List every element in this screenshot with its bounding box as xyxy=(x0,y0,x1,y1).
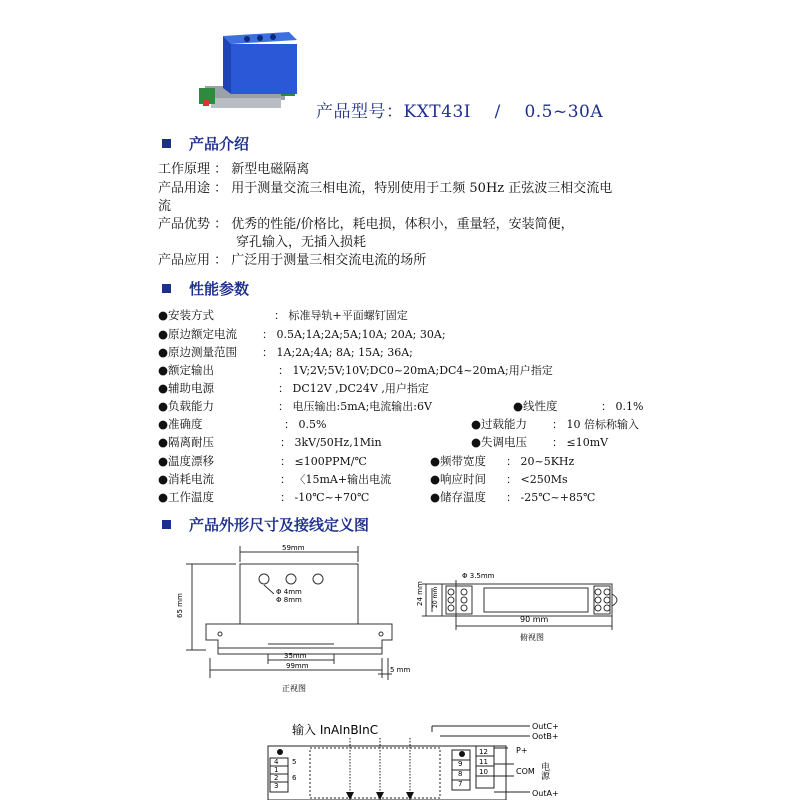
param-offset-value: ： ≤10mV xyxy=(552,436,609,449)
dim-35mm: 35mm xyxy=(284,652,307,660)
wiring-outb: OotB+ xyxy=(532,732,559,741)
param-storetemp-value: ： -25℃~+85℃ xyxy=(506,491,596,504)
param-offset-label: ●失调电压 xyxy=(471,435,528,449)
param-range-label: ●原边测量范围 xyxy=(158,345,238,359)
param-accuracy-value: ： 0.5% xyxy=(284,418,327,431)
param-optemp-value: ： -10℃~+70℃ xyxy=(280,491,370,504)
param-bandwidth-value: ： 20~5KHz xyxy=(506,455,575,468)
param-install-value: ： 标准导轨+平面螺钉固定 xyxy=(274,309,408,322)
product-photo xyxy=(197,30,309,112)
dim-20mm: 20 mm xyxy=(432,586,439,608)
left-pin-2: 2 xyxy=(274,774,279,782)
param-response-value: ： <250Ms xyxy=(506,473,568,486)
intro-line-1: 工作原理 ： 新型电磁隔离 xyxy=(158,162,310,177)
product-model: 产品型号：KXT43I / 0.5~30A xyxy=(316,102,604,122)
left-pin-5: 5 xyxy=(292,758,297,766)
param-aux-label: ●辅助电源 xyxy=(158,381,215,395)
param-response-label: ●响应时间 xyxy=(430,472,487,486)
param-linear-label: ●线性度 xyxy=(513,399,558,413)
param-overload-label: ●过载能力 xyxy=(471,417,528,431)
wiring-outa: OutA+ xyxy=(532,789,559,798)
right-pin-11: 11 xyxy=(479,758,488,766)
param-aux-value: ： DC12V ,DC24V ,用户指定 xyxy=(278,382,429,395)
left-pin-4: 4 xyxy=(274,758,279,766)
dim-65mm: 65 mm xyxy=(176,593,184,618)
param-storetemp-label: ●储存温度 xyxy=(430,490,487,504)
front-view-caption: 正视图 xyxy=(282,684,306,693)
right-pin-8: 8 xyxy=(458,770,463,778)
right-pin-7: 7 xyxy=(458,780,463,788)
param-output-value: ： 1V;2V;5V;10V;DC0~20mA;DC4~20mA;用户指定 xyxy=(278,364,553,377)
dim-90mm: 90 mm xyxy=(520,615,549,624)
param-drift-label: ●温度漂移 xyxy=(158,454,215,468)
intro-line-6: 产品应用 ： 广泛用于测量三相交流电流的场所 xyxy=(158,253,427,268)
param-load-value: ： 电压输出:5mA;电流输出:6V xyxy=(278,400,432,413)
dim-59mm: 59mm xyxy=(282,544,305,552)
param-consumption-value: ： 〈15mA+输出电流 xyxy=(280,473,392,486)
param-optemp-label: ●工作温度 xyxy=(158,490,215,504)
dim-phi3-5: Φ 3.5mm xyxy=(462,572,495,580)
wiring-power: 电源 xyxy=(539,762,549,780)
param-install-label: ●安装方式 xyxy=(158,308,215,322)
section-dims-heading: 产品外形尺寸及接线定义图 xyxy=(162,514,369,535)
param-drift-value: ： ≤100PPM/℃ xyxy=(280,455,367,468)
dim-24mm: 24 mm xyxy=(416,581,424,606)
top-view-drawing xyxy=(410,570,634,646)
wiring-diagram xyxy=(262,718,592,800)
section-intro-heading: 产品介绍 xyxy=(162,133,249,154)
intro-line-3: 流 xyxy=(158,199,172,214)
param-bandwidth-label: ●频带宽度 xyxy=(430,454,487,468)
front-view-drawing xyxy=(176,540,412,700)
dim-phi4: Φ 4mm xyxy=(276,588,302,596)
left-pin-3: 3 xyxy=(274,782,279,790)
intro-line-5: 穿孔输入，无插入损耗 xyxy=(236,235,367,250)
param-linear-value: ： 0.1% xyxy=(601,400,644,413)
section-params-heading: 性能参数 xyxy=(162,278,249,299)
dim-99mm: 99mm xyxy=(286,662,309,670)
dim-phi8: Φ 8mm xyxy=(276,596,302,604)
left-pin-6: 6 xyxy=(292,774,297,782)
param-range-value: ： 1A;2A;4A; 8A; 15A; 36A; xyxy=(262,346,413,359)
wiring-outc: OutC+ xyxy=(532,722,559,731)
param-rated-label: ●原边额定电流 xyxy=(158,327,238,341)
wiring-pplus: P+ xyxy=(516,746,528,755)
param-isolation-value: ： 3kV/50Hz,1Min xyxy=(280,436,382,449)
param-accuracy-label: ●准确度 xyxy=(158,417,203,431)
intro-line-4: 产品优势 ： 优秀的性能/价格比，耗电损，体积小，重量轻，安装简便， xyxy=(158,217,574,232)
param-load-label: ●负载能力 xyxy=(158,399,215,413)
dim-5mm: 5 mm xyxy=(390,666,411,674)
param-rated-value: ： 0.5A;1A;2A;5A;10A; 20A; 30A; xyxy=(262,328,446,341)
right-pin-10: 10 xyxy=(479,768,488,776)
right-pin-9: 9 xyxy=(458,760,463,768)
param-isolation-label: ●隔离耐压 xyxy=(158,435,215,449)
right-pin-12: 12 xyxy=(479,748,488,756)
param-consumption-label: ●消耗电流 xyxy=(158,472,215,486)
param-output-label: ●额定输出 xyxy=(158,363,215,377)
param-overload-value: ： 10 倍标称输入 xyxy=(552,418,639,431)
top-view-caption: 俯视图 xyxy=(520,633,544,642)
left-pin-1: 1 xyxy=(274,766,279,774)
wiring-input-label: 输入 InAInBInC xyxy=(292,723,379,737)
intro-line-2: 产品用途 ： 用于测量交流三相电流，特别使用于工频 50Hz 正弦波三相交流电 xyxy=(158,181,613,196)
wiring-com: COM xyxy=(516,767,535,776)
